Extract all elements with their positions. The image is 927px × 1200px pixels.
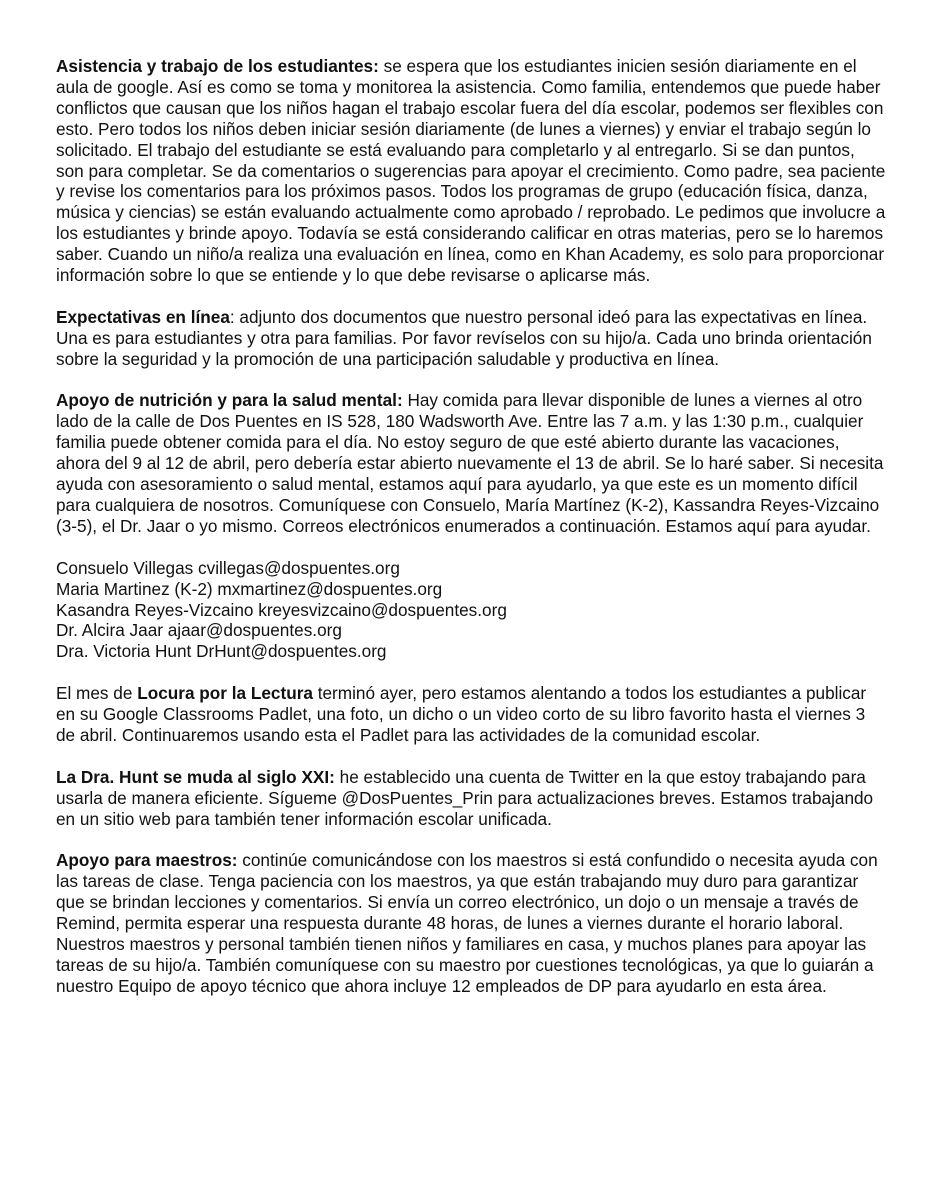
reading-text-after: terminó ayer, pero estamos alentando a todos los estudiantes a publicar en su Google Classrooms Padlet, una foto, un dicho o un video corto de su libro favorito hasta el viernes 3 de abril. Continuaremos usando esta el Padlet para las actividades de la comunidad escolar. — [56, 683, 867, 745]
contact-list — [56, 558, 886, 663]
attendance-paragraph — [56, 56, 886, 286]
nutrition-text: Hay comida para llevar disponible de lunes a viernes al otro lado de la calle de Dos Puentes en IS 528, 180 Wadsworth Ave. Entre las 7 a.m. y las 1:30 p.m., cualquier familia puede obtener comida para el día. No estoy seguro de que esté abierto durante las vacaciones, ahora del 9 al 12 de abril, pero debería estar abierto nuevamente el 13 de abril. Se lo haré saber. Si necesita ayuda con asesoramiento o salud mental, estamos aquí para ayudarlo, ya que este es un momento difícil para cualquiera de nosotros. Comuníquese con Consuelo, María Martínez (K-2), Kassandra Reyes-Vizcaino (3-5), el Dr. Jaar o yo mismo. Correos electrónicos enumerados a continuación. Estamos aquí para ayudar. — [56, 390, 884, 536]
attendance-heading: Asistencia y trabajo de los estudiantes: — [56, 56, 379, 76]
reading-text-before: El mes de — [56, 683, 138, 704]
contact-victoria: Dra. Victoria Hunt DrHunt@dospuentes.org — [56, 641, 387, 662]
reading-paragraph — [56, 683, 886, 746]
twitter-text: he establecido una cuenta de Twitter en la que estoy trabajando para usarla de manera eficiente. Sígueme @DosPuentes_Prin para actualizaciones breves. Estamos trabajando en un sitio web para también tener información escolar unificada. — [56, 766, 874, 829]
nutrition-heading: Apoyo de nutrición y para la salud mental: — [56, 390, 403, 411]
teachers-heading: Apoyo para maestros: — [56, 850, 238, 871]
twitter-paragraph — [56, 767, 886, 830]
reading-heading: Locura por la Lectura — [137, 683, 313, 704]
contact-kasandra: Kasandra Reyes-Vizcaino kreyesvizcaino@dospuentes.org — [56, 599, 507, 620]
twitter-heading: La Dra. Hunt se muda al siglo XXI: — [56, 766, 335, 787]
online-expectations-heading: Expectativas en línea — [56, 306, 230, 327]
online-expectations-paragraph — [56, 307, 886, 370]
contact-maria: Maria Martinez (K-2) mxmartinez@dospuentes.org — [56, 578, 443, 599]
contact-consuelo: Consuelo Villegas cvillegas@dospuentes.org — [56, 557, 400, 578]
online-expectations-text: : adjunto dos documentos que nuestro personal ideó para las expectativas en línea. Una es para estudiantes y otra para familias. Por favor revíselos con su hijo/a. Cada uno brinda orientación sobre la seguridad y la promoción de una participación saludable y productiva en línea. — [56, 306, 872, 369]
document-page — [56, 56, 886, 1018]
contact-alcira: Dr. Alcira Jaar ajaar@dospuentes.org — [56, 620, 342, 641]
attendance-text: se espera que los estudiantes inicien sesión diariamente en el aula de google. Así es como se toma y monitorea la asistencia. Como familia, entendemos que puede haber conflictos que causan que los niños hagan el trabajo escolar fuera del día escolar, podemos ser flexibles con esto. Pero todos los niños deben iniciar sesión diariamente (de lunes a viernes) y enviar el trabajo según lo solicitado. El trabajo del estudiante se está evaluando para completarlo y al entregarlo. Si se dan puntos, son para completar. Se da comentarios o sugerencias para apoyar el crecimiento. Como padre, sea paciente y revise los comentarios para los próximos pasos. Todos los programas de grupo (educación física, danza, música y ciencias) se están evaluando actualmente como aprobado / reprobado. Le pedimos que involucre a los estudiantes y brinde apoyo. Todavía se está considerando calificar en otras materias, pero se lo haremos saber. Cuando un niño/a realiza una evaluación en línea, como en Khan Academy, es solo para proporcionar información sobre lo que se entiende y lo que debe revisarse o aplicarse más. — [56, 56, 886, 286]
teachers-paragraph — [56, 850, 886, 996]
teachers-text: continúe comunicándose con los maestros si está confundido o necesita ayuda con las tareas de clase. Tenga paciencia con los maestros, ya que están trabajando muy duro para garantizar que se brindan lecciones y comentarios. Si envía un correo electrónico, un dojo o un mensaje a través de Remind, permita esperar una respuesta durante 48 horas, de lunes a viernes durante el horario laboral. Nuestros maestros y personal también tienen niños y familiares en casa, y muchos planes para apoyar las tareas de su hijo/a. También comuníquese con su maestro por cuestiones tecnológicas, ya que lo guiarán a nuestro Equipo de apoyo técnico que ahora incluye 12 empleados de DP para ayudarlo en esta área. — [56, 850, 878, 996]
nutrition-paragraph — [56, 390, 886, 536]
